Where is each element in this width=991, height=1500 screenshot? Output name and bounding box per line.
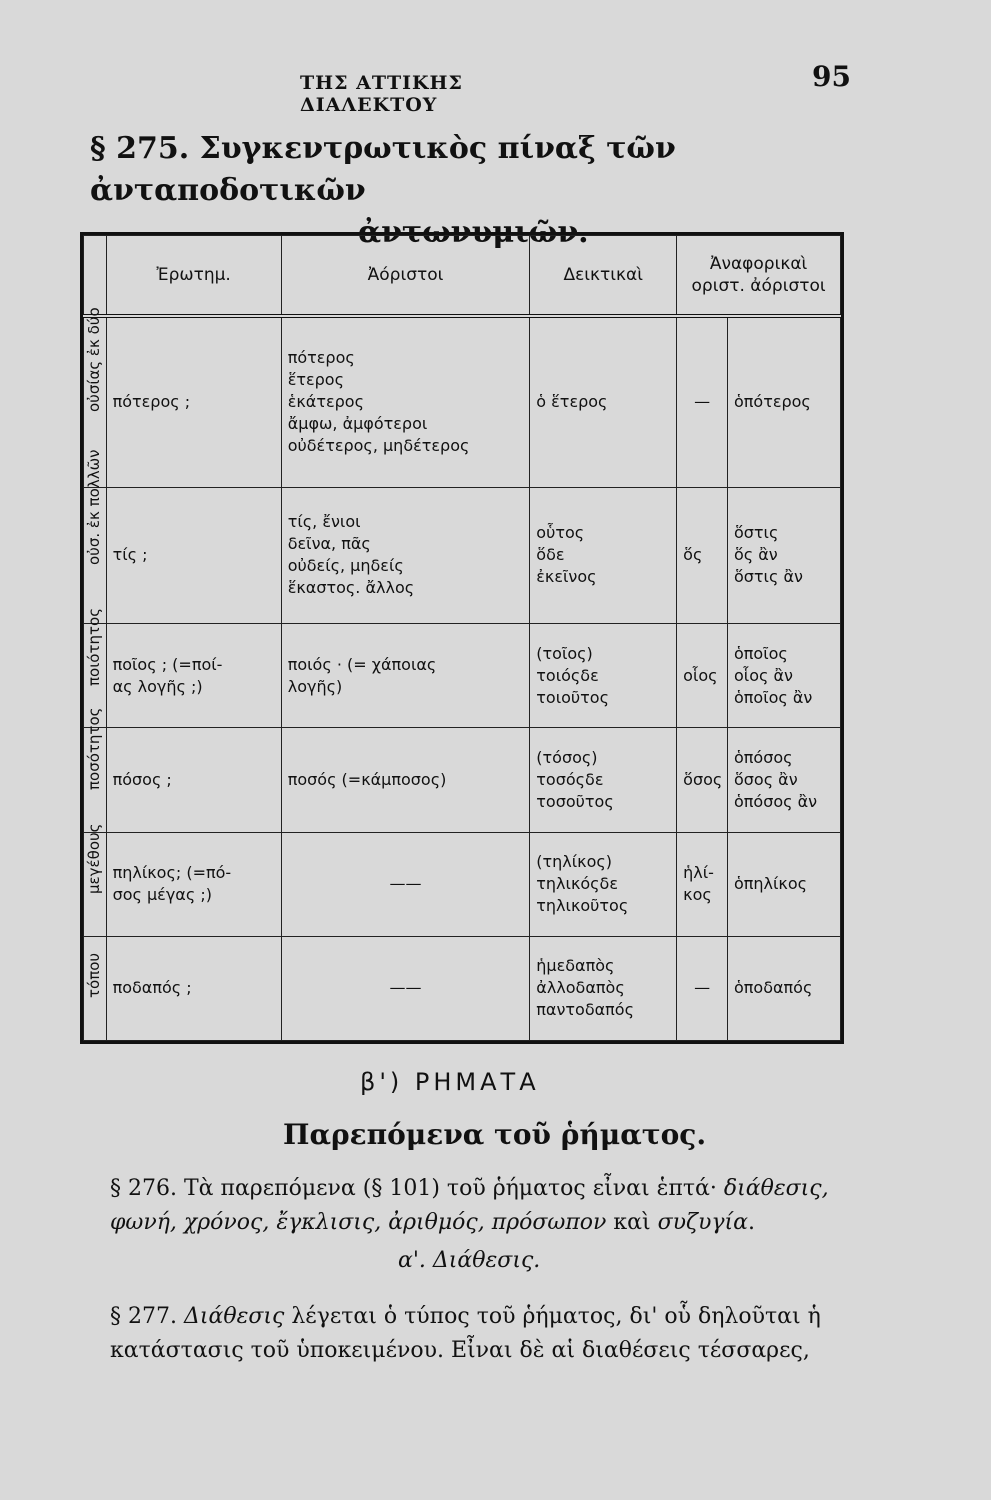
p276-italic: διάθεσις, φωνή, χρόνος, ἔγκλισις, ἀριθμός, πρόσωπον [110, 1176, 829, 1235]
column-header-relative [677, 236, 841, 317]
table-header-row [84, 236, 841, 317]
cell-line: σος μέγας ;) [112, 885, 212, 905]
relative-definite-cell [677, 728, 728, 832]
cell-line: ἑκάτερος [287, 392, 364, 412]
relative-indefinite-cell [727, 316, 840, 487]
cell-line: οὐδέτερος, μηδέτερος [287, 436, 470, 456]
cell-line: (τόσος) [536, 747, 598, 767]
row-label-text: ποσότητος [85, 707, 103, 790]
demonstrative-cell [530, 832, 677, 936]
cell-line: —— [389, 978, 422, 998]
table-row [84, 624, 841, 728]
pronoun-table-grid [83, 235, 841, 1041]
page-number: 95 [812, 60, 851, 93]
p277-italic: Διάθεσις [183, 1304, 285, 1329]
cell-line: — [694, 392, 711, 412]
cell-line: τοιόςδε [536, 665, 599, 685]
column-header-demonstrative: Δεικτικαὶ [530, 236, 677, 317]
table-row [84, 936, 841, 1040]
cell-line: ἡμεδαπὸς [536, 956, 615, 976]
interrogative-cell [106, 936, 281, 1040]
cell-line: πότερος [287, 348, 355, 368]
cell-line: (τηλίκος) [536, 852, 613, 872]
demonstrative-cell [530, 728, 677, 832]
cell-line: ὅδε [536, 545, 565, 565]
relative-definite-cell [677, 832, 728, 936]
cell-line: ποσός (=κάμποσος) [287, 769, 447, 789]
cell-line: τίς, ἔνιοι [287, 512, 361, 532]
cell-line: ποδαπός ; [112, 978, 192, 998]
relative-definite-cell [677, 624, 728, 728]
section-title-line1: § 275. Συγκεντρωτικὸς πίναξ τῶν ἀνταποδοτικῶν [90, 131, 676, 208]
indefinite-cell [281, 487, 530, 624]
relative-indefinite-cell [727, 487, 840, 624]
cell-line: ὁπόσος ἂν [733, 791, 818, 811]
relative-definite-cell [677, 316, 728, 487]
cell-line: ποιός · (= χάποιας [287, 654, 437, 674]
demonstrative-cell [530, 487, 677, 624]
cell-line: —— [389, 874, 422, 894]
interrogative-cell [106, 624, 281, 728]
chapter-heading: Παρεπόμενα τοῦ ῥήματος. [283, 1118, 707, 1151]
cell-line: τοσοῦτος [536, 791, 614, 811]
cell-line: ὁποδαπός [733, 978, 813, 998]
cell-line: ας λογῆς ;) [112, 676, 203, 696]
interrogative-cell [106, 487, 281, 624]
cell-line: τηλικόςδε [536, 874, 618, 894]
column-header-indefinite-rel: ἀόριστοι [750, 276, 826, 296]
cell-line: ὁποῖος [733, 643, 788, 663]
cell-line: ὅς [683, 545, 703, 565]
cell-line: οἷος ἂν [733, 665, 793, 685]
cell-line: ὁπόσος [733, 747, 793, 767]
indefinite-cell [281, 624, 530, 728]
table-corner [84, 236, 107, 317]
cell-line: τοιοῦτος [536, 687, 609, 707]
indefinite-cell [281, 936, 530, 1040]
relative-definite-cell [677, 936, 728, 1040]
cell-line: οὗτος [536, 523, 585, 543]
table-row [84, 316, 841, 487]
cell-line: πηλίκος; (=πό- [112, 863, 232, 883]
p277-prefix: § 277. [110, 1304, 184, 1329]
interrogative-cell [106, 728, 281, 832]
running-head: ΤΗΣ ΑΤΤΙΚΗΣ ΔΙΑΛΕΚΤΟΥ [300, 72, 463, 116]
cell-line: — [694, 978, 711, 998]
cell-line: ἀλλοδαπὸς [536, 978, 625, 998]
column-header-definite: οριστ. [691, 276, 745, 296]
row-label-text: ποιότητος [85, 607, 103, 686]
demonstrative-cell [530, 316, 677, 487]
table-row [84, 832, 841, 936]
section-title-line2: ἀντωνυμιῶν. [358, 215, 589, 250]
cell-line: ὅστις [733, 523, 779, 543]
cell-line: τηλικοῦτος [536, 896, 629, 916]
relative-indefinite-cell [727, 624, 840, 728]
cell-line: παντοδαπός [536, 1000, 634, 1020]
column-header-indefinite: Ἀόριστοι [281, 236, 530, 317]
relative-indefinite-cell [727, 832, 840, 936]
cell-line: ἄμφω, ἀμφότεροι [287, 414, 428, 434]
cell-line: λογῆς) [287, 676, 343, 696]
interrogative-cell [106, 316, 281, 487]
subheading-diathesis: α'. Διάθεσις. [398, 1248, 541, 1273]
row-label [84, 823, 107, 936]
cell-line: τίς ; [112, 545, 148, 565]
cell-line: ὅσος ἂν [733, 769, 798, 789]
p276-text: § 276. Τὰ παρεπόμενα (§ 101) τοῦ ῥήματος εἶναι ἑπτά· [110, 1176, 724, 1201]
cell-line: ὅς ἂν [733, 545, 778, 565]
row-label-text: οὐσ. ἐκ πολλῶν [85, 449, 103, 566]
row-label [84, 449, 107, 624]
pronoun-table [80, 232, 844, 1044]
row-label-text: οὐσίας ἐκ δύο [85, 307, 103, 413]
relative-definite-cell [677, 487, 728, 624]
demonstrative-cell [530, 624, 677, 728]
cell-line: ποῖος ; (=ποί- [112, 654, 223, 674]
cell-line: ἕκαστος. ἄλλος [287, 578, 415, 598]
row-label [84, 707, 107, 832]
cell-line: ἐκεῖνος [536, 567, 597, 587]
cell-line: δεῖνα, πᾶς [287, 534, 371, 554]
relative-indefinite-cell [727, 936, 840, 1040]
p276-join: καὶ [606, 1210, 658, 1235]
table-body [84, 307, 841, 1041]
p276-italic2: συζυγία [657, 1210, 748, 1235]
column-header-relative-title: Ἀναφορικαὶ [709, 254, 808, 274]
cell-line: πόσος ; [112, 769, 172, 789]
cell-line: οἷος [683, 665, 718, 685]
paragraph-277 [110, 1300, 870, 1368]
demonstrative-cell [530, 936, 677, 1040]
indefinite-cell [281, 316, 530, 487]
cell-line: ἕτερος [287, 370, 344, 390]
interrogative-cell [106, 832, 281, 936]
indefinite-cell [281, 832, 530, 936]
cell-line: ἡλί- [683, 863, 714, 883]
p276-end: . [747, 1210, 755, 1235]
column-header-relative-sub [683, 275, 834, 297]
cell-line: ὁ ἕτερος [536, 392, 608, 412]
cell-line: ὁποῖος ἂν [733, 687, 813, 707]
table-row [84, 728, 841, 832]
cell-line: ὅστις ἂν [733, 567, 803, 587]
cell-line: (τοῖος) [536, 643, 593, 663]
cell-line: τοσόςδε [536, 769, 604, 789]
relative-indefinite-cell [727, 728, 840, 832]
row-label-text: μεγέθους [85, 823, 103, 895]
cell-line: ὅσος [683, 769, 723, 789]
row-label [84, 936, 107, 1040]
row-label-text: τόπου [85, 953, 103, 999]
table-row [84, 487, 841, 624]
subsection-heading: β') ΡΗΜΑΤΑ [360, 1068, 540, 1096]
column-header-interrogative: Ἐρωτημ. [106, 236, 281, 317]
cell-line: ὁπηλίκος [733, 874, 808, 894]
cell-line: κος [683, 885, 712, 905]
paragraph-276 [110, 1172, 870, 1240]
indefinite-cell [281, 728, 530, 832]
cell-line: οὐδείς, μηδείς [287, 556, 404, 576]
cell-line: πότερος ; [112, 392, 191, 412]
cell-line: ὁπότερος [733, 392, 811, 412]
p277-text: λέγεται ὁ τύπος τοῦ ῥήματος, δι' οὗ δηλοῦται ἡ κατάστασις τοῦ ὑποκειμένου. Εἶναι δὲ αἱ διαθέσεις τέσσαρες, [110, 1304, 821, 1363]
